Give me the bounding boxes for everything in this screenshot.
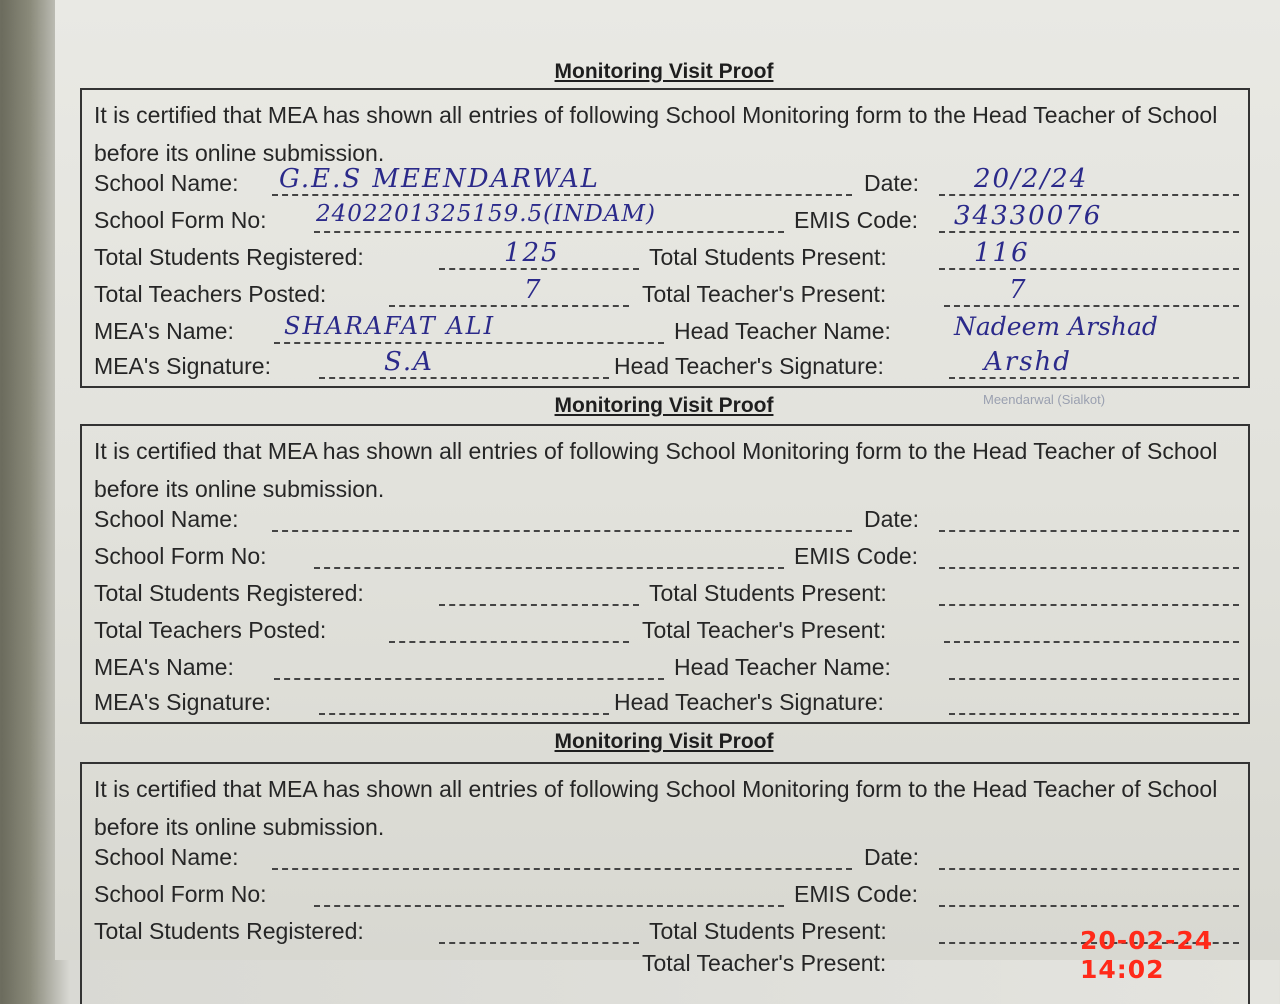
total-students-present-label: Total Students Present: — [649, 244, 887, 270]
total-students-present-label: Total Students Present: — [649, 918, 887, 944]
total-teachers-posted-label: Total Teachers Posted: — [94, 617, 327, 643]
form-2-title: Monitoring Visit Proof — [554, 394, 774, 417]
mea-signature-line — [319, 693, 609, 715]
school-name-label: School Name: — [94, 170, 239, 196]
form-3-row-school-form-no — [94, 881, 1239, 917]
emis-code-label: EMIS Code: — [794, 543, 918, 569]
form-1-box — [80, 88, 1250, 388]
head-teacher-name-label: Head Teacher Name: — [674, 318, 891, 344]
total-students-present-value: 116 — [974, 238, 1030, 268]
head-teacher-signature: Arshd — [984, 347, 1072, 377]
total-teachers-present-line — [944, 285, 1239, 307]
school-form-no-label: School Form No: — [94, 207, 267, 233]
school-name-label: School Name: — [94, 506, 239, 532]
total-teachers-present-label: Total Teacher's Present: — [642, 617, 887, 643]
form-1-row-school-form-no — [94, 201, 1239, 243]
school-form-no-label: School Form No: — [94, 881, 267, 907]
total-teachers-posted-label: Total Teachers Posted: — [94, 281, 327, 307]
total-teachers-present-label: Total Teacher's Present: — [642, 281, 887, 307]
form-1 — [80, 58, 1248, 388]
total-students-registered-label: Total Students Registered: — [94, 244, 364, 270]
form-2-row-names — [94, 654, 1239, 690]
school-form-no-value: 2402201325159.5(INDAM) — [316, 201, 656, 227]
mea-name-line — [274, 658, 664, 680]
form-2 — [80, 392, 1248, 727]
head-teacher-signature-label: Head Teacher's Signature: — [614, 689, 884, 715]
form-3-title: Monitoring Visit Proof — [554, 730, 774, 753]
form-3 — [80, 728, 1248, 976]
total-teachers-posted-line — [389, 285, 629, 307]
date-label: Date: — [864, 170, 919, 196]
school-name-line — [272, 510, 852, 532]
form-1-row-signatures — [94, 347, 1239, 389]
form-1-certification: It is certified that MEA has shown all entries of following School Monitoring form to the Head Teacher of School before its online submission. — [94, 102, 1218, 166]
school-stamp-text: Meendarwal (Sialkot) — [983, 392, 1106, 407]
form-2-row-school-form-no — [94, 543, 1239, 579]
form-2-certification: It is certified that MEA has shown all entries of following School Monitoring form to the Head Teacher of School before its online submission. — [94, 438, 1218, 502]
school-form-no-label: School Form No: — [94, 543, 267, 569]
total-teachers-present-label: Total Teacher's Present: — [642, 950, 887, 976]
mea-name-value: SHARAFAT ALI — [284, 312, 496, 340]
date-line — [939, 848, 1239, 870]
form-1-row-students — [94, 238, 1239, 280]
head-teacher-signature-label: Head Teacher's Signature: — [614, 353, 884, 379]
total-students-registered-line — [439, 584, 639, 606]
date-value: 20/2/24 — [974, 164, 1089, 194]
form-3-certification: It is certified that MEA has shown all entries of following School Monitoring form to the Head Teacher of School before its online submission. — [94, 776, 1218, 840]
form-2-row-signatures — [94, 689, 1239, 725]
total-students-registered-value: 125 — [504, 238, 560, 268]
total-teachers-present-line — [944, 621, 1239, 643]
form-3-row-teachers-partial — [94, 950, 1239, 976]
emis-code-value: 34330076 — [954, 201, 1103, 231]
form-3-row-school-name — [94, 844, 1239, 880]
total-students-registered-line — [439, 922, 639, 944]
head-teacher-signature-line — [949, 693, 1239, 715]
head-teacher-name-line — [949, 658, 1239, 680]
total-students-present-label: Total Students Present: — [649, 580, 887, 606]
school-form-no-line — [314, 885, 784, 907]
head-teacher-name-label: Head Teacher Name: — [674, 654, 891, 680]
school-name-value: G.E.S MEENDARWAL — [279, 164, 600, 194]
form-2-row-teachers — [94, 617, 1239, 653]
head-teacher-name-value: Nadeem Arshad — [954, 312, 1158, 341]
total-students-present-line — [939, 584, 1239, 606]
date-line — [939, 510, 1239, 532]
school-name-label: School Name: — [94, 844, 239, 870]
mea-signature-line — [319, 357, 609, 379]
camera-timestamp: 20-02-24 14:02 — [1080, 926, 1214, 984]
emis-code-label: EMIS Code: — [794, 881, 918, 907]
total-students-registered-label: Total Students Registered: — [94, 918, 364, 944]
school-name-line — [272, 848, 852, 870]
mea-name-label: MEA's Name: — [94, 318, 234, 344]
emis-code-label: EMIS Code: — [794, 207, 918, 233]
total-teachers-posted-line — [389, 621, 629, 643]
mea-signature-label: MEA's Signature: — [94, 689, 271, 715]
emis-code-line — [939, 885, 1239, 907]
date-label: Date: — [864, 844, 919, 870]
total-teachers-present-value: 7 — [1009, 275, 1028, 305]
mea-signature-label: MEA's Signature: — [94, 353, 271, 379]
form-3-row-students — [94, 918, 1239, 954]
school-form-no-line — [314, 547, 784, 569]
form-1-title: Monitoring Visit Proof — [554, 60, 774, 83]
mea-signature: S.A — [384, 347, 434, 377]
form-3-box — [80, 762, 1250, 1004]
total-students-registered-label: Total Students Registered: — [94, 580, 364, 606]
emis-code-line — [939, 547, 1239, 569]
form-2-row-school-name — [94, 506, 1239, 542]
mea-name-label: MEA's Name: — [94, 654, 234, 680]
total-teachers-posted-value: 7 — [524, 275, 543, 305]
form-2-box — [80, 424, 1250, 724]
form-2-row-students — [94, 580, 1239, 616]
date-label: Date: — [864, 506, 919, 532]
